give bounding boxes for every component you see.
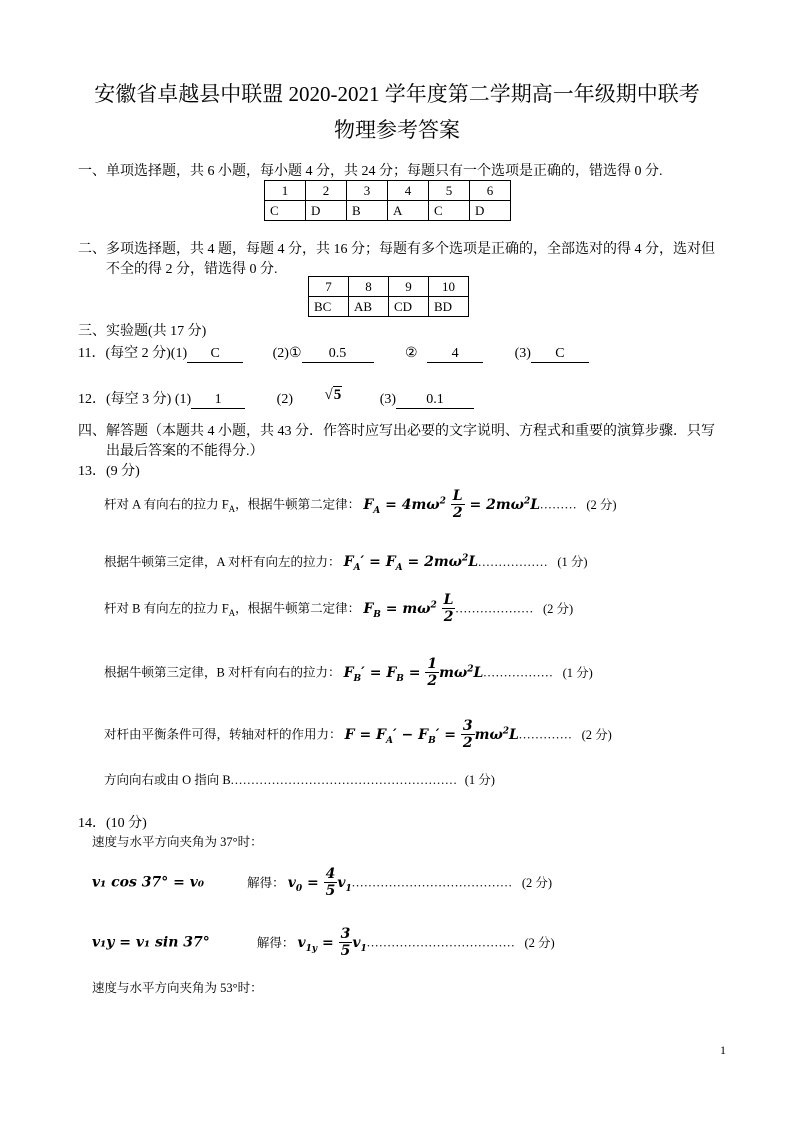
table-cell: A — [388, 201, 429, 221]
section2-heading-line2: 不全的得 2 分，错选得 0 分. — [106, 262, 278, 277]
table-cell: C — [429, 201, 470, 221]
q12-answer-3: 0.1 — [396, 392, 474, 409]
sqrt-answer — [324, 387, 342, 403]
table-cell: 7 — [309, 277, 349, 297]
q13-step-1-score: (2 分) — [586, 497, 617, 512]
q11-part2-label: (2)① — [272, 346, 302, 361]
q13-step-6-score: (1 分) — [464, 773, 495, 787]
table-cell: 4 — [388, 181, 429, 201]
q11-part4-label: (3) — [514, 346, 531, 361]
table-cell: 10 — [429, 277, 469, 297]
q11-part3-label: ② — [405, 346, 418, 361]
q13-step-1-text2: ，根据牛顿第二定律： — [235, 497, 361, 512]
q13-step-1-sub: A — [228, 504, 236, 514]
section2-heading-line1: 二、多项选择题，共 4 题，每题 4 分，共 16 分；每题有多个选项是正确的，全部选对的得 4 分，选对但 — [78, 242, 715, 257]
q14-step-1-score: (2 分) — [521, 875, 553, 890]
q12-part2-label: (2) — [276, 392, 293, 407]
equation-v1y-sin37: v₁y = v₁ sin 37° — [92, 934, 210, 951]
q13-step-3-sub: A — [228, 608, 236, 618]
q14-label: 14．(10 分) — [78, 816, 147, 831]
q11-answer-1: C — [187, 346, 243, 363]
table-cell: 6 — [470, 181, 511, 201]
q12-line — [78, 388, 474, 409]
table-cell: 1 — [265, 181, 306, 201]
q13-step-5-text: 对杆由平衡条件可得，转轴对杆的作用力： — [104, 727, 342, 742]
equation-fb: $F_B = m\omega^2$ $\frac{L}{2}$ — [363, 592, 454, 625]
q13-step-2: 根据牛顿第三定律，A 对杆有向左的拉力： $F_A' = F_A = 2m\omega^2L$................. (1 分) — [104, 553, 588, 573]
table-cell: C — [265, 201, 306, 221]
equation-v0-result: $v_0$ = $\frac{4}{5}$ $v_1$ — [287, 866, 352, 899]
section1-heading: 一、单项选择题，共 6 小题，每小题 4 分，共 24 分；每题只有一个选项是正确的，错选得 0 分. — [78, 164, 663, 179]
q13-step-2-score: (1 分) — [557, 555, 588, 569]
document-title: 安徽省卓越县中联盟 2020-2021 学年度第二学期高一年级期中联考 — [94, 82, 700, 106]
table-cell: D — [470, 201, 511, 221]
q13-step-4: 根据牛顿第三定律，B 对杆有向右的拉力： $F_B' = F_B$ = $\frac{1}{2}$ $m\omega^2L$................. (1 分) — [104, 656, 593, 689]
equation-v1-cos37: v₁ cos 37° = v₀ — [92, 874, 204, 891]
q13-step-3-text: 杆对 B 有向左的拉力 F — [104, 601, 229, 616]
q14-intro-37: 速度与水平方向夹角为 37°时： — [92, 835, 263, 849]
table-cell: BD — [429, 297, 469, 317]
q12-answer-2: 5 — [333, 387, 342, 403]
q11-answer-2: 0.5 — [302, 346, 374, 363]
q13-step-1: 杆对 A 有向右的拉力 $F_A$，根据牛顿第二定律： $F_A = 4m\omega^2$ $\frac{L}{2}$ = $2m\omega^2L$......... (2 分) — [104, 488, 617, 521]
q14-intro-53: 速度与水平方向夹角为 53°时： — [92, 981, 263, 995]
table-cell: B — [347, 201, 388, 221]
equation-fb-prime: $F_B' = F_B$ = $\frac{1}{2}$ $m\omega^2L$ — [343, 656, 484, 689]
q13-step-3-score: (2 分) — [542, 601, 574, 616]
page-number: 1 — [720, 1043, 726, 1057]
table-cell: 2 — [306, 181, 347, 201]
q13-step-6-text: 方向向右或由 O 指向 B — [104, 773, 231, 787]
section4-heading-line2: 出最后答案的不能得分.） — [106, 444, 264, 459]
document-subtitle: 物理参考答案 — [334, 118, 460, 142]
equation-f-net: $F = F_A' - F_B'$ = $\frac{3}{2}$ $m\omega^2L$ — [344, 718, 519, 751]
table-cell: BC — [309, 297, 349, 317]
q13-label: 13．(9 分) — [78, 464, 140, 479]
q14-step-2-score: (2 分) — [524, 935, 555, 950]
sqrt-radical-icon: √ — [324, 387, 333, 403]
equation-fa: $F_A = 4m\omega^2$ $\frac{L}{2}$ = $2m\omega^2L$ — [363, 488, 541, 521]
equation-v1y-result: $v_{1y}$ = $\frac{3}{5}$ $v_1$ — [297, 926, 367, 959]
q14-solve-2-label: 解得： — [256, 935, 295, 950]
table-cell: 3 — [347, 181, 388, 201]
q12-prefix: 12．(每空 3 分) (1) — [78, 392, 192, 407]
equation-fa-prime: $F_A' = F_A = 2m\omega^2L$ — [343, 553, 479, 573]
table-cell: D — [306, 201, 347, 221]
section3-heading: 三、实验题(共 17 分) — [78, 324, 207, 339]
q13-step-1-text: 杆对 A 有向右的拉力 F — [104, 497, 229, 512]
q13-step-6: 方向向右或由 O 指向 B....................................................... (1 分) — [104, 773, 495, 787]
q14-solve-1-label: 解得： — [247, 875, 285, 890]
table-cell: 8 — [349, 277, 389, 297]
q11-answer-4: C — [531, 346, 589, 363]
table-cell: 9 — [389, 277, 429, 297]
table-cell: AB — [349, 297, 389, 317]
q12-answer-1: 1 — [191, 392, 245, 409]
q14-step-2: v₁y = v₁ sin 37° 解得： $v_{1y}$ = $\frac{3}{5}$ $v_1$.................................... (2 分) — [92, 926, 555, 959]
q13-step-5: 对杆由平衡条件可得，转轴对杆的作用力： $F = F_A' - F_B'$ = $\frac{3}{2}$ $m\omega^2L$............. (2 分) — [104, 718, 612, 751]
q13-step-3-text2: ，根据牛顿第二定律： — [235, 601, 361, 616]
table-cell: 5 — [429, 181, 470, 201]
q12-part3-label: (3) — [379, 392, 397, 407]
section1-answer-table — [264, 180, 511, 221]
section4-heading-line1: 四、解答题（本题共 4 小题，共 43 分．作答时应写出必要的文字说明、方程式和重要的演算步骤．只写 — [78, 424, 715, 439]
q11-prefix: 11．(每空 2 分)(1) — [78, 346, 188, 361]
section2-answer-table — [308, 276, 469, 317]
q13-step-4-text: 根据牛顿第三定律，B 对杆有向右的拉力： — [104, 665, 341, 680]
q11-line — [78, 342, 589, 363]
q11-answer-3: 4 — [427, 346, 483, 363]
table-cell: CD — [389, 297, 429, 317]
q13-step-2-text: 根据牛顿第三定律，A 对杆有向左的拉力： — [104, 555, 341, 569]
q14-step-1: v₁ cos 37° = v₀ 解得： $v_0$ = $\frac{4}{5}$ $v_1$....................................... (2 分) — [92, 866, 553, 899]
q13-step-3: 杆对 B 有向左的拉力 $F_A$，根据牛顿第二定律： $F_B = m\omega^2$ $\frac{L}{2}$ ................... (2 分) — [104, 592, 574, 625]
q13-step-4-score: (1 分) — [562, 665, 593, 680]
q13-step-5-score: (2 分) — [581, 727, 612, 742]
